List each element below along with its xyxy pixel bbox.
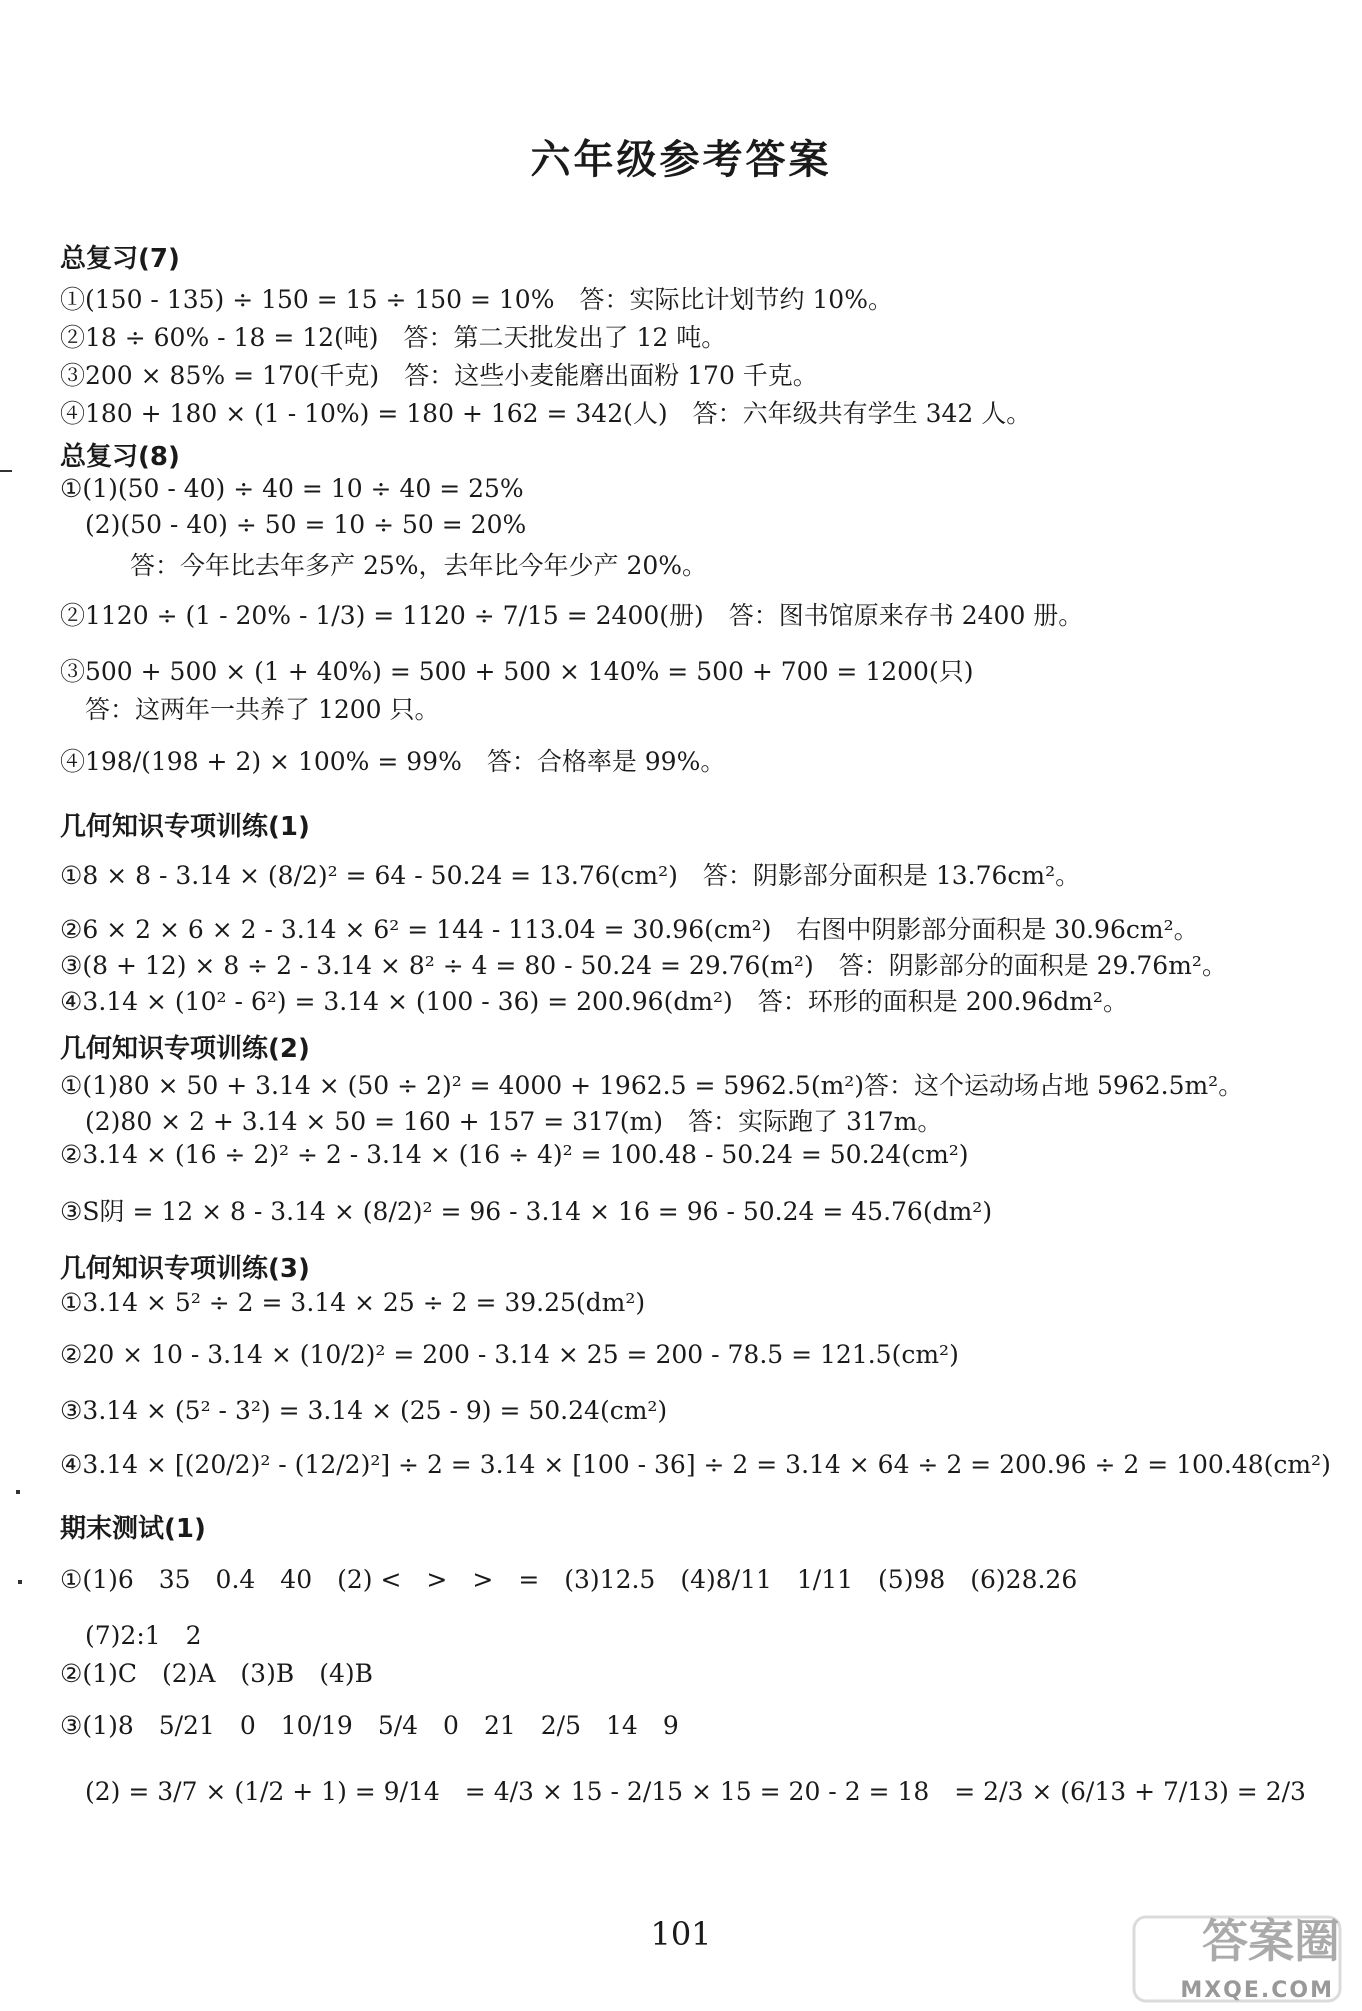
answer-line: 答：这两年一共养了 1200 只。 (85, 695, 440, 724)
answer-line: ②18 ÷ 60% - 18 = 12(吨) 答：第二天批发出了 12 吨。 (60, 323, 727, 352)
answer-line: (7)2:1 2 (85, 1621, 202, 1650)
answer-line: ④3.14 × [(20/2)² - (12/2)²] ÷ 2 = 3.14 × [100 - 36] ÷ 2 = 3.14 × 64 ÷ 2 = 200.96 ÷ 2 = 100.48(cm²) (60, 1450, 1331, 1479)
answer-line: ②3.14 × (16 ÷ 2)² ÷ 2 - 3.14 × (16 ÷ 4)² = 100.48 - 50.24 = 50.24(cm²) (60, 1140, 969, 1169)
answer-line: 答：今年比去年多产 25%，去年比今年少产 20%。 (130, 551, 708, 580)
answer-line: ③3.14 × (5² - 3²) = 3.14 × (25 - 9) = 50.24(cm²) (60, 1396, 668, 1425)
answer-line: ④3.14 × (10² - 6²) = 3.14 × (100 - 36) = 200.96(dm²) 答：环形的面积是 200.96dm²。 (60, 987, 1128, 1016)
answer-line: ②1120 ÷ (1 - 20% - 1/3) = 1120 ÷ 7/15 = 2400(册) 答：图书馆原来存书 2400 册。 (60, 601, 1084, 630)
answer-line: ④198/(198 + 2) × 100% = 99% 答：合格率是 99%。 (60, 747, 726, 776)
section-heading: 总复习(8) (60, 442, 180, 472)
answer-line: ①(150 - 135) ÷ 150 = 15 ÷ 150 = 10% 答：实际比计划节约 10%。 (60, 285, 893, 314)
answer-line: ①(1)(50 - 40) ÷ 40 = 10 ÷ 40 = 25% (60, 474, 524, 503)
answer-line: ①(1)6 35 0.4 40 (2) < > > = (3)12.5 (4)8/11 1/11 (5)98 (6)28.26 (60, 1565, 1078, 1594)
section-heading: 几何知识专项训练(1) (60, 812, 310, 842)
answer-line: ①8 × 8 - 3.14 × (8/2)² = 64 - 50.24 = 13.76(cm²) 答：阴影部分面积是 13.76cm²。 (60, 861, 1081, 890)
answer-line: ③200 × 85% = 170(千克) 答：这些小麦能磨出面粉 170 千克。 (60, 361, 818, 390)
answer-line: ①(1)80 × 50 + 3.14 × (50 ÷ 2)² = 4000 + 1962.5 = 5962.5(m²)答：这个运动场占地 5962.5m²。 (60, 1071, 1244, 1100)
answer-line: ②6 × 2 × 6 × 2 - 3.14 × 6² = 144 - 113.04 = 30.96(cm²) 右图中阴影部分面积是 30.96cm²。 (60, 915, 1199, 944)
answer-line: (2)80 × 2 + 3.14 × 50 = 160 + 157 = 317(m) 答：实际跑了 317m。 (85, 1107, 943, 1136)
answer-line: (2)(50 - 40) ÷ 50 = 10 ÷ 50 = 20% (85, 510, 527, 539)
answer-line: ①3.14 × 5² ÷ 2 = 3.14 × 25 ÷ 2 = 39.25(dm²) (60, 1288, 646, 1317)
section-heading: 几何知识专项训练(3) (60, 1254, 310, 1284)
scan-mark (16, 1490, 20, 1494)
section-heading: 几何知识专项训练(2) (60, 1034, 310, 1064)
scan-mark (0, 470, 12, 472)
answer-line: ③(8 + 12) × 8 ÷ 2 - 3.14 × 8² ÷ 4 = 80 - 50.24 = 29.76(m²) 答：阴影部分的面积是 29.76m²。 (60, 951, 1227, 980)
scan-mark (18, 1580, 22, 1584)
answer-line: ③(1)8 5/21 0 10/19 5/4 0 21 2/5 14 9 (60, 1711, 679, 1740)
watermark-chars: 答案圈 (1202, 1914, 1340, 1968)
answer-line: ③S阴 = 12 × 8 - 3.14 × (8/2)² = 96 - 3.14 × 16 = 96 - 50.24 = 45.76(dm²) (60, 1197, 993, 1226)
answer-line: ④180 + 180 × (1 - 10%) = 180 + 162 = 342(人) 答：六年级共有学生 342 人。 (60, 399, 1032, 428)
section-heading: 总复习(7) (60, 244, 180, 274)
answer-line: ②(1)C (2)A (3)B (4)B (60, 1659, 373, 1688)
answer-line: ②20 × 10 - 3.14 × (10/2)² = 200 - 3.14 × 25 = 200 - 78.5 = 121.5(cm²) (60, 1340, 959, 1369)
watermark-domain: MXQE.COM (1180, 1978, 1334, 2003)
page-title: 六年级参考答案 (530, 137, 832, 183)
page-number: 101 (650, 1915, 712, 1953)
section-heading: 期末测试(1) (60, 1514, 206, 1544)
answer-line: (2) = 3/7 × (1/2 + 1) = 9/14 = 4/3 × 15 - 2/15 × 15 = 20 - 2 = 18 = 2/3 × (6/13 + 7/13) = 2/3 (85, 1777, 1306, 1806)
answer-line: ③500 + 500 × (1 + 40%) = 500 + 500 × 140% = 500 + 700 = 1200(只) (60, 657, 974, 686)
